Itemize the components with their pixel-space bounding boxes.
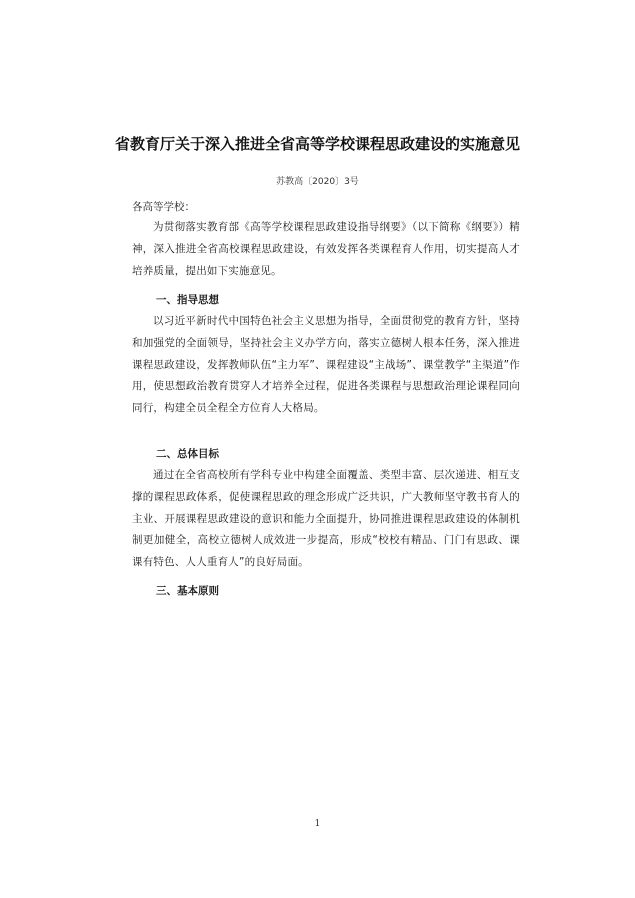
section-body-overall-goals: 通过在全省高校所有学科专业中构建全面覆盖、类型丰富、层次递进、相互支撑的课程思政体系，促使课程思政的理念形成广泛共识，广大教师坚守教书育人的主业、开展课程思政建设的意识和能力全面提升，协同推进课程思政建设的体制机制更加健全，高校立德树人成效进一步提高，形成“校校有精品、门门有思政、课课有特色、人人重育人”的良好局面。 [132, 469, 520, 569]
addressee: 各高等学校： [132, 201, 195, 213]
section-heading-basic-principles: 三、基本原则 [156, 585, 219, 597]
document-number: 苏教高〔2020〕3号 [276, 177, 359, 187]
section-heading-overall-goals: 二、总体目标 [156, 448, 219, 460]
document-title: 省教育厅关于深入推进全省高等学校课程思政建设的实施意见 [114, 135, 520, 153]
section-heading-guiding-ideology: 一、指导思想 [156, 294, 219, 306]
page-number: 1 [314, 819, 321, 829]
section-body-guiding-ideology: 以习近平新时代中国特色社会主义思想为指导，全面贯彻党的教育方针，坚持和加强党的全面领导，坚持社会主义办学方向，落实立德树人根本任务，深入推进课程思政建设，发挥教师队伍“主力军”、课程建设“主战场”、课堂教学“主渠道”作用，使思想政治教育贯穿人才培养全过程，促进各类课程与思想政治理论课程同向同行，构建全员全程全方位育人大格局。 [132, 315, 520, 415]
intro-paragraph: 为贯彻落实教育部《高等学校课程思政建设指导纲要》（以下简称《纲要》）精神，深入推进全省高校课程思政建设，有效发挥各类课程育人作用，切实提高人才培养质量，提出如下实施意见。 [132, 221, 520, 277]
